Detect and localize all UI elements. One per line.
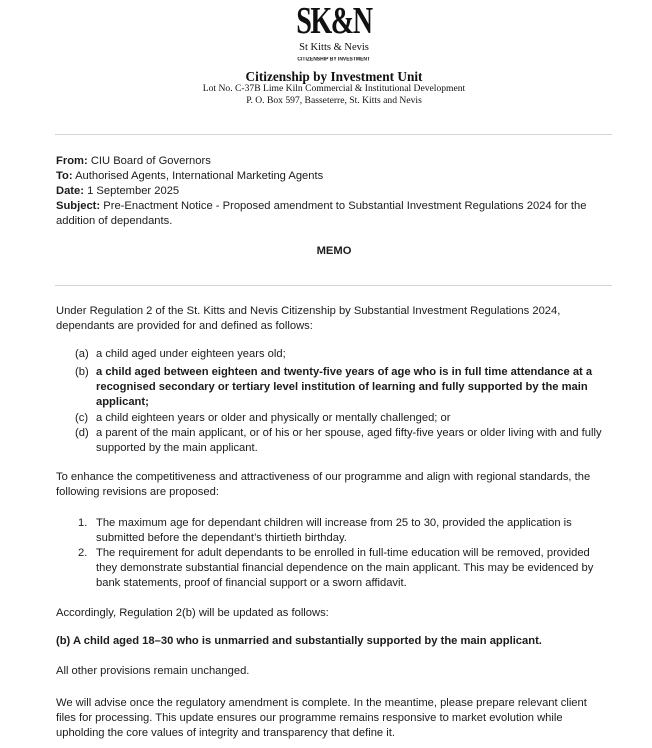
- subject-label: Subject:: [56, 200, 101, 212]
- definition-text: a child eighteen years or older and physically or mentally challenged; or: [96, 412, 451, 424]
- closing-paragraph: We will advise once the regulatory amendment is complete. In the meantime, please prepare relevant client files for processing. This update ensures our programme remains responsive to market evolution while upholding the core values of integrity and transparency that define it.: [56, 697, 587, 739]
- to-value: Authorised Agents, International Marketing Agents: [75, 170, 324, 182]
- updated-regulation: (b) A child aged 18–30 who is unmarried and substantially supported by the main applicant.: [56, 635, 542, 647]
- update-intro-paragraph: Accordingly, Regulation 2(b) will be updated as follows:: [56, 607, 329, 619]
- revision-item: [0, 516, 652, 544]
- definition-label: (a): [75, 348, 89, 360]
- revision-text: The maximum age for dependant children will increase from 25 to 30, provided the application is submitted before the dependant’s thirtieth birthday.: [96, 517, 572, 544]
- date-value: 1 September 2025: [87, 185, 180, 197]
- header-divider: [55, 134, 612, 135]
- definition-label: (c): [75, 412, 89, 424]
- date-label: Date:: [56, 185, 84, 197]
- revision-item: [0, 546, 652, 589]
- revision-number: 2.: [78, 547, 88, 559]
- logo-tagline-text: CITIZENSHIP BY INVESTMENT: [297, 57, 371, 63]
- definition-label: (b): [75, 366, 89, 378]
- logo: [56, 2, 612, 40]
- logo-text: SK&N: [296, 0, 372, 42]
- definition-item: [0, 426, 652, 454]
- memo-date: [56, 184, 646, 199]
- intro-paragraph: Under Regulation 2 of the St. Kitts and Nevis Citizenship by Substantial Investment Regulations 2024, dependants are provided for and defined as follows:: [56, 305, 561, 332]
- definition-item: [0, 365, 652, 408]
- subject-value: Pre-Enactment Notice - Proposed amendment to Substantial Investment Regulations 2024 for the addition of dependants.: [56, 200, 587, 227]
- from-value: CIU Board of Governors: [90, 155, 211, 167]
- definition-text: a child aged between eighteen and twenty-five years of age who is in full time attendance at a recognised secondary or tertiary level institution of learning and fully supported by the main applicant;: [96, 366, 593, 408]
- unchanged-note: All other provisions remain unchanged.: [56, 665, 250, 677]
- definition-text: a child aged under eighteen years old;: [96, 348, 286, 360]
- unit-name: Citizenship by Investment Unit: [245, 69, 423, 84]
- revision-text: The requirement for adult dependants to be enrolled in full-time education will be removed, provided they demonstrate substantial financial dependence on the main applicant. This may be evidenced by bank statements, proof of financial support or a sworn affidavit.: [96, 547, 594, 589]
- revisions-intro-paragraph: To enhance the competitiveness and attractiveness of our programme and align with regional standards, the following revisions are proposed:: [56, 471, 591, 498]
- memo-to: [56, 169, 646, 184]
- from-label: From:: [56, 155, 88, 167]
- address-line-2: P. O. Box 597, Basseterre, St. Kitts and Nevis: [246, 95, 422, 106]
- definition-item: [0, 347, 652, 362]
- definition-text: a parent of the main applicant, or of his or her spouse, aged fifty-five years or older living with and fully supported by the main applicant.: [96, 427, 602, 454]
- revision-number: 1.: [78, 517, 88, 529]
- logo-country-name: St Kitts & Nevis: [299, 42, 369, 53]
- memo-title: MEMO: [316, 245, 352, 257]
- memo-from: [56, 154, 646, 169]
- definition-label: (d): [75, 427, 89, 439]
- address-line-1: Lot No. C-37B Lime Kiln Commercial & Institutional Development: [202, 83, 466, 94]
- definition-item: [0, 411, 652, 426]
- logo-tagline: [56, 54, 612, 61]
- to-label: To:: [56, 170, 73, 182]
- memo-divider: [55, 285, 612, 286]
- memo-subject: [56, 199, 646, 229]
